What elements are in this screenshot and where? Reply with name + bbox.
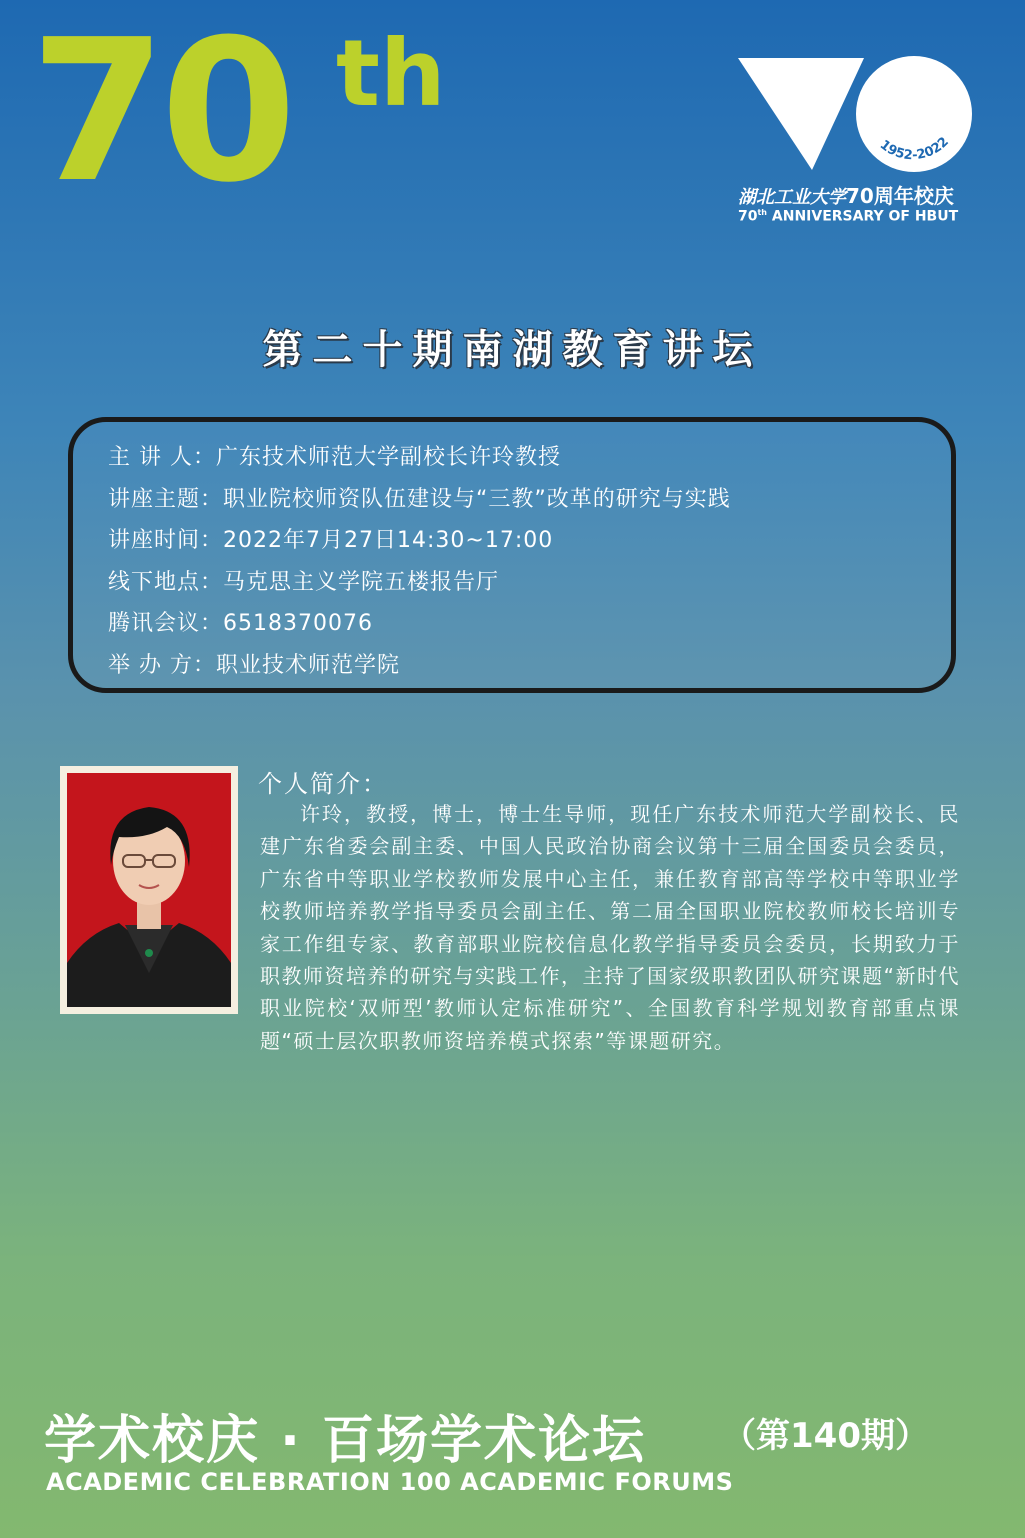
speaker-photo [67, 773, 231, 1007]
logo-years: 1952-2022 [876, 134, 952, 164]
footer-en-title: ACADEMIC CELEBRATION 100 ACADEMIC FORUMS [46, 1468, 734, 1496]
speaker-photo-frame [60, 766, 238, 1014]
info-row-time: 讲座时间：2022年7月27日14:30~17:00 [108, 528, 554, 553]
speaker-portrait-icon [67, 773, 231, 1007]
bio-text [260, 798, 960, 1057]
info-row-location: 线下地点：马克思主义学院五楼报告厅 [108, 570, 500, 595]
logo-school-name: 湖北工业大学 [738, 187, 846, 208]
logo-event-name: 70周年校庆 [846, 184, 954, 208]
info-row-organizer: 举 办 方：职业技术师范学院 [108, 653, 401, 678]
logo-cn-title [738, 180, 978, 209]
info-row-speaker: 主 讲 人：广东技术师范大学副校长许玲教授 [108, 445, 562, 470]
logo-en-title: 70th ANNIVERSARY OF HBUT [738, 208, 959, 225]
big-70-number: 70 [30, 0, 291, 226]
bio-heading: 个人简介： [258, 770, 388, 798]
info-row-topic: 讲座主题：职业院校师资队伍建设与“三教”改革的研究与实践 [108, 487, 731, 512]
info-row-meeting-id: 腾讯会议：6518370076 [108, 611, 373, 636]
anniversary-logo [736, 56, 976, 176]
footer-cn-title: 学术校庆 · 百场学术论坛 [44, 1411, 646, 1471]
bio-paragraph: 许玲，教授，博士，博士生导师，现任广东技术师范大学副校长、民建广东省委会副主委、中国人民政治协商会议第十三届全国委员会委员，广东省中等职业学校教师发展中心主任，兼任教育部高等学校中等职业学校教师培养教学指导委员会副主任、第二届全国职业院校教师校长培训专家工作组专家、教育部职业院校信息化教学指导委员会委员，长期致力于职教师资培养的研究与实践工作，主持了国家级职教团队研究课题“新时代职业院校‘双师型’教师认定标准研究”、全国教育科学规划教育部重点课题“硕士层次职教师资培养模式探索”等课题研究。 [260, 802, 960, 1053]
footer-issue-number: （第140期） [722, 1416, 929, 1456]
forum-title: 第二十期南湖教育讲坛 [262, 326, 763, 373]
big-th-suffix: th [336, 20, 446, 127]
